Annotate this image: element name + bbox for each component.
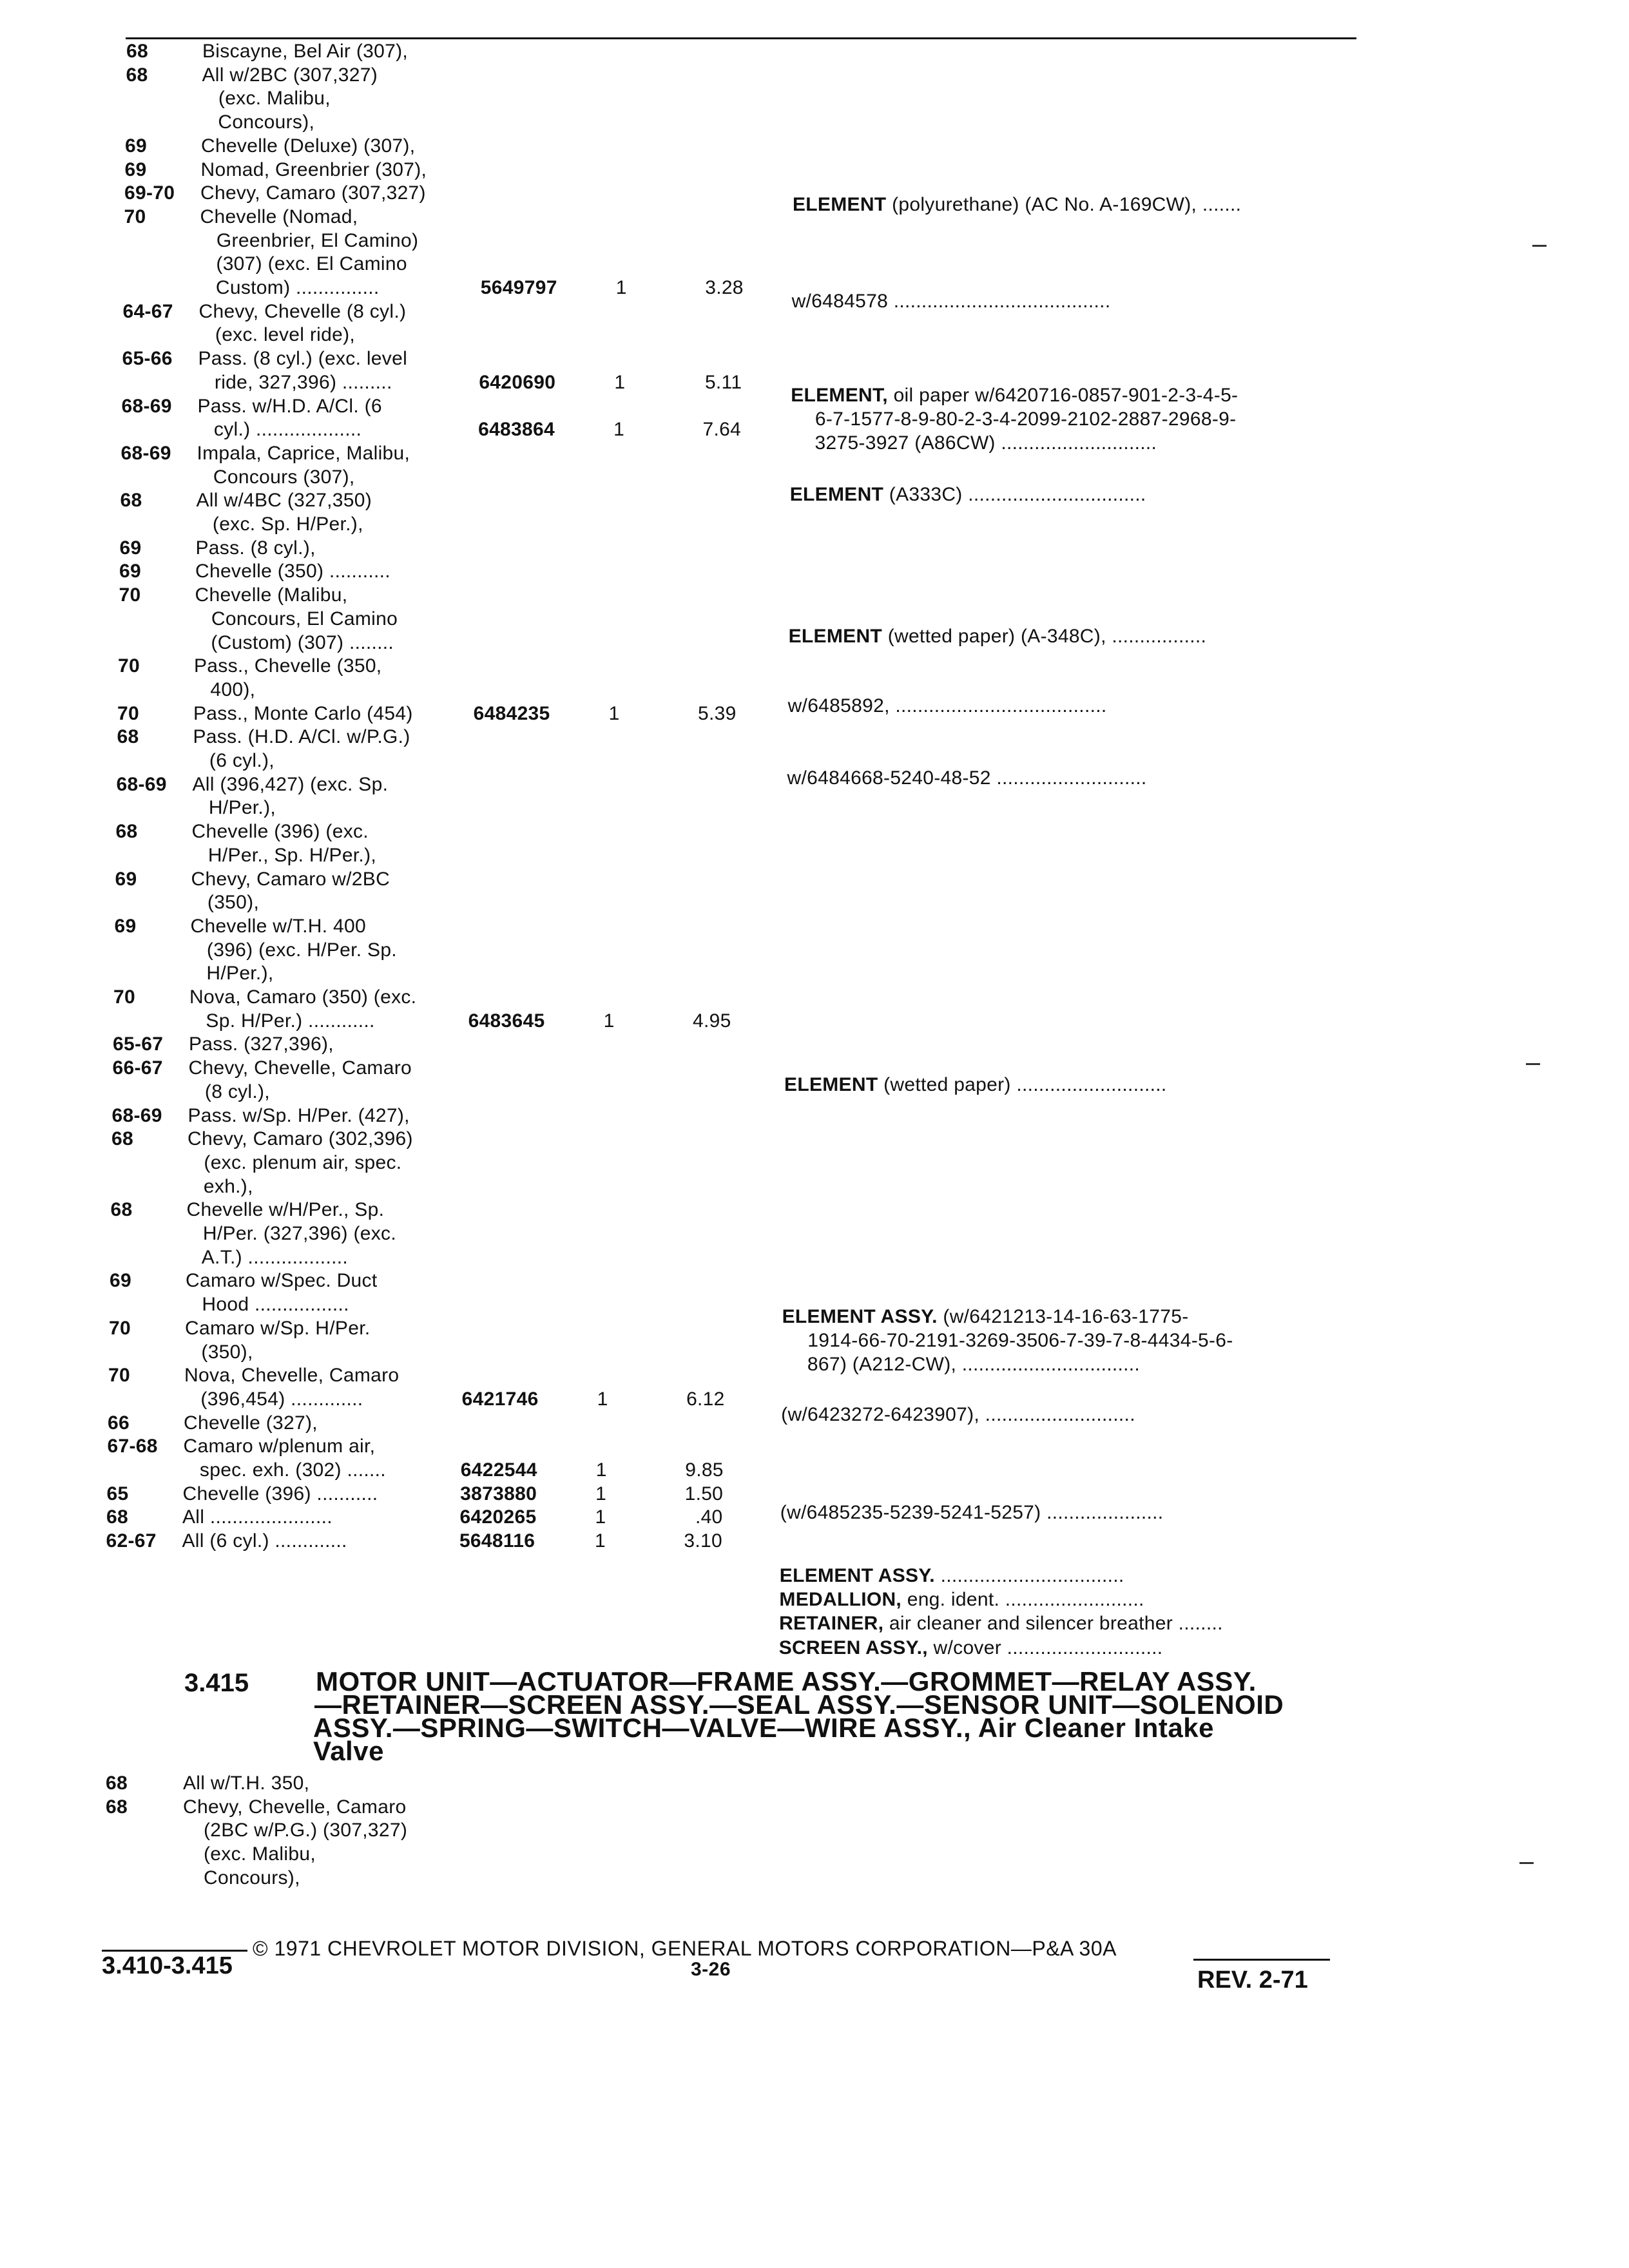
description-text: (w/6421213-14-16-63-1775-: [937, 1306, 1189, 1327]
price: 3.10: [684, 1530, 722, 1552]
description-line: [792, 290, 1111, 313]
application-text: Chevy, Chevelle, Camaro: [183, 1796, 407, 1818]
application-text: Chevy, Chevelle (8 cyl.): [198, 300, 407, 322]
model-year: 68: [106, 1796, 128, 1818]
model-year: 68-69: [120, 442, 171, 464]
application-text: (exc. plenum air, spec.: [187, 1151, 402, 1173]
application-text: All w/2BC (307,327): [202, 64, 378, 86]
model-year: 65: [106, 1483, 129, 1504]
model-year: 68-69: [116, 773, 167, 795]
application-text: (8 cyl.),: [188, 1081, 270, 1102]
part-name: ELEMENT ASSY.: [782, 1306, 938, 1327]
model-year: 68: [111, 1128, 133, 1150]
model-year: 65-66: [122, 348, 173, 370]
top-rule: [126, 37, 1356, 39]
model-year: 68: [126, 64, 148, 86]
model-year: 69: [114, 915, 137, 937]
application-text: Nova, Camaro (350) (exc.: [189, 986, 417, 1008]
application-text: All w/4BC (327,350): [196, 490, 372, 512]
model-year: 68: [115, 821, 138, 843]
margin-mark: [1519, 1862, 1534, 1864]
part-number: 6421746: [461, 1388, 539, 1410]
description-line: [793, 193, 1241, 216]
application-text: Custom) ...............: [199, 277, 380, 298]
quantity: 1: [613, 419, 625, 441]
model-year: 70: [108, 1365, 130, 1387]
application-text: H/Per.),: [189, 963, 274, 985]
part-number: 6484235: [473, 702, 550, 724]
footer-rule-right: [1193, 1959, 1330, 1961]
application-text: All w/T.H. 350,: [183, 1773, 310, 1794]
model-year: 70: [117, 702, 139, 724]
part-number: 6420265: [459, 1506, 537, 1528]
application-text: Camaro w/Sp. H/Per.: [185, 1317, 371, 1339]
price: 9.85: [685, 1459, 724, 1481]
application-text: Greenbrier, El Camino): [200, 229, 419, 251]
application-text: (6 cyl.),: [193, 750, 275, 771]
application-text: Chevelle (Malibu,: [195, 584, 348, 606]
description-line: [781, 1403, 1135, 1427]
description-text: eng. ident. .........................: [901, 1589, 1144, 1610]
description-text: oil paper w/6420716-0857-901-2-3-4-5-: [887, 385, 1239, 406]
application-text: Nomad, Greenbrier (307),: [200, 159, 427, 180]
description-text: air cleaner and silencer breather ........: [883, 1613, 1223, 1634]
quantity: 1: [594, 1530, 606, 1552]
price: 5.11: [704, 371, 742, 393]
application-text: Chevelle (396) (exc.: [191, 821, 369, 843]
description-line: [815, 432, 1157, 455]
application-text: Chevy, Camaro (307,327): [200, 182, 426, 204]
margin-mark: [1526, 1063, 1540, 1065]
model-year: 65-67: [113, 1033, 164, 1055]
margin-mark: [1532, 245, 1547, 247]
application-text: (307) (exc. El Camino: [199, 253, 407, 275]
section-title-line-1: MOTOR UNIT—ACTUATOR—FRAME ASSY.—GROMMET—RELAY ASSY.: [316, 1666, 1257, 1696]
application-text: (exc. Malibu,: [204, 1843, 316, 1865]
application-text: Pass., Chevelle (350,: [194, 655, 382, 677]
application-text: Chevelle w/T.H. 400: [190, 915, 366, 937]
model-year: 66-67: [112, 1057, 163, 1079]
price: 1.50: [684, 1483, 724, 1504]
part-number: 6483864: [478, 419, 555, 441]
application-text: Pass. (8 cyl.) (exc. level: [198, 348, 408, 370]
description-line: [791, 384, 1238, 407]
section-title-line-4: Valve: [313, 1736, 384, 1766]
quantity: 1: [595, 1506, 606, 1528]
model-year: 69: [124, 159, 147, 180]
application-text: Chevelle (Nomad,: [200, 206, 358, 227]
application-text: H/Per.),: [192, 797, 276, 819]
application-text: Camaro w/plenum air,: [183, 1436, 376, 1457]
model-year: 70: [113, 986, 135, 1008]
application-text: (2BC w/P.G.) (307,327): [204, 1820, 408, 1841]
application-text: Pass. (8 cyl.),: [195, 537, 316, 559]
description-text: 1914-66-70-2191-3269-3506-7-39-7-8-4434-5-6-: [807, 1330, 1233, 1351]
part-name: ELEMENT ASSY.: [779, 1565, 935, 1586]
description-text: (wetted paper) (A-348C), .................: [882, 626, 1207, 647]
part-number: 6483645: [468, 1010, 545, 1032]
application-text: (exc. Sp. H/Per.),: [196, 514, 363, 535]
part-name: RETAINER,: [779, 1613, 884, 1634]
application-text: (Custom) (307) ........: [194, 631, 394, 653]
model-year: 68: [117, 726, 139, 748]
application-text: Chevelle w/H/Per., Sp.: [186, 1199, 385, 1221]
application-text: Sp. H/Per.) ............: [189, 1010, 375, 1032]
application-text: 400),: [193, 678, 256, 700]
description-text: (w/6485235-5239-5241-5257) .....................: [780, 1502, 1164, 1523]
application-text: Chevy, Chevelle, Camaro: [188, 1057, 412, 1079]
application-text: Chevelle (396) ...........: [182, 1483, 378, 1504]
description-line: [789, 625, 1207, 648]
part-number: 3873880: [460, 1483, 537, 1504]
description-text: w/6484668-5240-48-52 ...........................: [787, 767, 1147, 789]
section-title-line-3-text: ASSY.—SPRING—SWITCH—VALVE—WIRE ASSY.,: [313, 1713, 972, 1743]
application-text: (350),: [184, 1341, 253, 1363]
quantity: 1: [615, 277, 627, 298]
quantity: 1: [614, 371, 626, 393]
description-text: 3275-3927 (A86CW) ............................: [815, 432, 1157, 454]
model-year: 70: [118, 655, 140, 677]
part-name: ELEMENT: [789, 484, 884, 505]
application-text: ride, 327,396) .........: [198, 371, 392, 393]
application-text: Camaro w/Spec. Duct: [186, 1270, 378, 1292]
application-text: (396,454) .............: [184, 1388, 363, 1410]
footer-page-number: 3-26: [691, 1959, 731, 1980]
section-title-line-2: —RETAINER—SCREEN ASSY.—SEAL ASSY.—SENSOR UNIT—SOLENOID: [314, 1689, 1284, 1720]
application-text: (exc. Malibu,: [202, 88, 331, 110]
part-number: 5649797: [480, 277, 557, 298]
description-line: [788, 695, 1107, 718]
price: 6.12: [686, 1388, 725, 1410]
application-text: Concours),: [201, 111, 315, 133]
description-text: w/6485892, ......................................: [787, 695, 1107, 716]
description-line: [807, 1353, 1140, 1376]
description-text: w/cover ............................: [927, 1637, 1163, 1658]
application-text: Chevelle (Deluxe) (307),: [201, 135, 416, 157]
part-name: ELEMENT: [788, 626, 883, 647]
price: .40: [695, 1506, 723, 1528]
description-line: [807, 1329, 1233, 1352]
price: 5.39: [698, 702, 737, 724]
section-title-line-3: [313, 1713, 1214, 1743]
application-text: All (6 cyl.) .............: [182, 1530, 347, 1552]
model-year: 68: [110, 1199, 133, 1221]
model-year: 69: [115, 868, 137, 890]
application-text: Pass., Monte Carlo (454): [193, 702, 413, 724]
description-line: [779, 1588, 1144, 1611]
footer-revision: REV. 2-71: [1197, 1966, 1308, 1994]
model-year: 68: [106, 1773, 128, 1794]
application-text: All ......................: [182, 1506, 333, 1528]
application-text: cyl.) ...................: [197, 419, 362, 441]
model-year: 70: [109, 1317, 131, 1339]
footer-rule-left: [102, 1950, 247, 1952]
model-year: 70: [124, 206, 146, 227]
footer-section-range: 3.410-3.415: [102, 1952, 233, 1979]
description-line: [815, 408, 1237, 431]
application-text: Chevy, Camaro w/2BC: [191, 868, 390, 890]
description-text: 6-7-1577-8-9-80-2-3-4-2099-2102-2887-2968-9-: [815, 408, 1237, 430]
quantity: 1: [608, 702, 620, 724]
model-year: 68: [126, 41, 148, 62]
model-year: 69: [110, 1270, 131, 1292]
application-text: Pass. (327,396),: [189, 1033, 334, 1055]
description-text: (polyurethane) (AC No. A-169CW), .......: [886, 194, 1242, 215]
application-text: exh.),: [187, 1175, 253, 1197]
part-name: ELEMENT: [793, 194, 887, 215]
model-year: 68-69: [121, 395, 172, 417]
description-line: [780, 1564, 1124, 1588]
description-line: [787, 767, 1147, 790]
application-text: Hood .................: [185, 1294, 349, 1316]
price: 7.64: [702, 419, 742, 441]
model-year: 70: [119, 584, 141, 606]
part-number: 6420690: [479, 371, 556, 393]
quantity: 1: [597, 1388, 608, 1410]
model-year: 68: [106, 1506, 128, 1528]
part-name: SCREEN ASSY.,: [778, 1637, 928, 1658]
footer-copyright: © 1971 CHEVROLET MOTOR DIVISION, GENERAL MOTORS CORPORATION—P&A 30A: [253, 1937, 1117, 1960]
description-line: [790, 483, 1146, 506]
section-title-tail: Air Cleaner Intake: [971, 1713, 1214, 1743]
model-year: 68-69: [111, 1104, 162, 1126]
application-text: Chevy, Camaro (302,396): [188, 1128, 413, 1150]
application-text: (396) (exc. H/Per. Sp.: [190, 939, 397, 961]
part-number: 5648116: [459, 1530, 535, 1552]
description-text: w/6484578 .......................................: [791, 291, 1111, 312]
model-year: 62-67: [106, 1530, 157, 1552]
description-text: 867) (A212-CW), ................................: [807, 1354, 1141, 1375]
application-text: (exc. level ride),: [198, 324, 356, 346]
quantity: 1: [595, 1459, 607, 1481]
model-year: 69-70: [124, 182, 175, 204]
description-line: [779, 1637, 1163, 1660]
price: 4.95: [692, 1010, 731, 1032]
application-text: Chevelle (350) ...........: [195, 561, 390, 582]
description-text: .................................: [934, 1565, 1124, 1586]
application-text: spec. exh. (302) .......: [183, 1459, 386, 1481]
model-year: 64-67: [122, 300, 173, 322]
application-text: Biscayne, Bel Air (307),: [202, 41, 409, 62]
application-text: (350),: [191, 892, 260, 914]
application-text: Impala, Caprice, Malibu,: [197, 442, 410, 464]
application-text: Chevelle (327),: [184, 1412, 318, 1434]
model-year: 68: [120, 490, 142, 512]
part-name: MEDALLION,: [779, 1589, 902, 1610]
description-text: (A333C) ................................: [883, 484, 1146, 505]
model-year: 69: [119, 561, 141, 582]
application-text: Concours (307),: [197, 466, 355, 488]
quantity: 1: [603, 1010, 615, 1032]
description-line: [779, 1612, 1223, 1635]
application-text: H/Per., Sp. H/Per.),: [191, 844, 376, 866]
application-text: A.T.) ..................: [186, 1246, 348, 1268]
description-line: [784, 1073, 1166, 1097]
description-text: (wetted paper) ...........................: [878, 1074, 1167, 1095]
model-year: 66: [108, 1412, 130, 1434]
application-text: H/Per. (327,396) (exc.: [186, 1223, 396, 1244]
description-line: [782, 1305, 1189, 1329]
model-year: 69: [125, 135, 147, 157]
part-name: ELEMENT: [784, 1074, 878, 1095]
part-number: 6422544: [460, 1459, 537, 1481]
application-text: Pass. (H.D. A/Cl. w/P.G.): [193, 726, 410, 748]
application-text: Concours),: [204, 1867, 300, 1888]
quantity: 1: [595, 1483, 607, 1504]
section-number: 3.415: [184, 1669, 249, 1697]
description-line: [780, 1501, 1164, 1524]
description-text: (w/6423272-6423907), ...........................: [781, 1404, 1135, 1425]
model-year: 69: [119, 537, 142, 559]
application-text: Nova, Chevelle, Camaro: [184, 1365, 400, 1387]
application-text: Pass. w/Sp. H/Per. (427),: [188, 1104, 410, 1126]
price: 3.28: [705, 277, 744, 298]
model-year: 67-68: [107, 1436, 158, 1457]
part-name: ELEMENT,: [791, 385, 888, 406]
application-text: Pass. w/H.D. A/Cl. (6: [197, 395, 382, 417]
application-text: All (396,427) (exc. Sp.: [192, 773, 389, 795]
application-text: Concours, El Camino: [195, 608, 398, 629]
